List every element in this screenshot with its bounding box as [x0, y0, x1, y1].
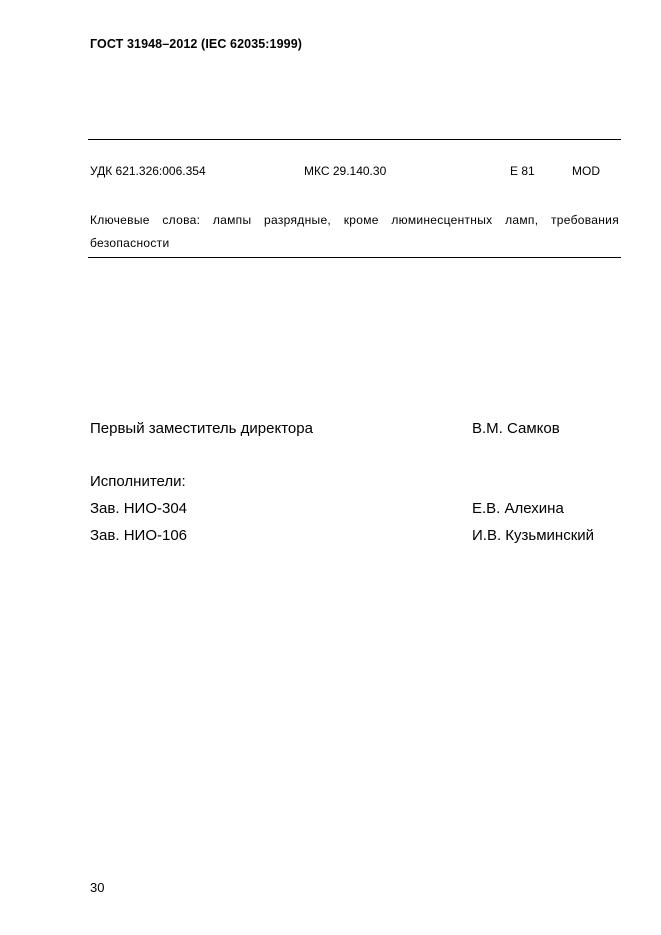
executors-label: Исполнители:	[90, 473, 186, 490]
director-title: Первый заместитель директора	[90, 420, 313, 437]
document-header: ГОСТ 31948–2012 (IEC 62035:1999)	[90, 37, 303, 51]
mod-code: MOD	[572, 164, 600, 178]
page-number: 30	[90, 880, 105, 895]
executor-position: Зав. НИО-304	[90, 500, 188, 517]
udk-code: УДК 621.326:006.354	[90, 164, 206, 178]
top-divider	[88, 139, 621, 140]
executor-name: Е.В. Алехина	[472, 500, 564, 517]
executor-name: И.В. Кузьминский	[472, 527, 595, 544]
bottom-divider	[88, 257, 621, 258]
director-name: В.М. Самков	[472, 420, 560, 437]
executor-position: Зав. НИО-106	[90, 527, 188, 544]
keywords-text: Ключевые слова: лампы разрядные, кроме люминесцентных ламп, требования безопасности	[90, 213, 619, 250]
mks-code: МКС 29.140.30	[304, 164, 387, 178]
okp-code: Е 81	[510, 164, 535, 178]
